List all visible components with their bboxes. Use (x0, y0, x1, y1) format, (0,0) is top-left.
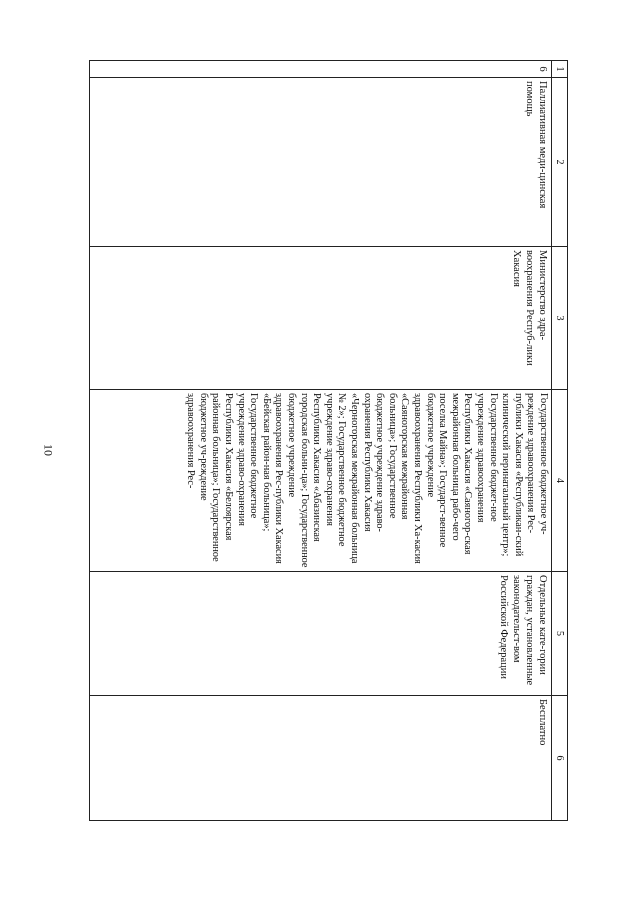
service-name: Паллиативная меди-цинская помощь (90, 78, 552, 247)
column-header: 6 (551, 696, 567, 821)
rotated-table-container (89, 60, 568, 820)
service-cost: Бесплатно (90, 696, 552, 821)
column-header: 4 (551, 390, 567, 572)
row-number: 6 (90, 61, 552, 78)
column-header: 3 (551, 247, 567, 390)
column-header: 2 (551, 78, 567, 247)
column-header: 1 (551, 61, 567, 78)
services-table (89, 60, 568, 821)
provider-organizations: Государственное бюджетное уч-реждение здравоохранения Рес-публики Хакасия «Республикан-ский клинический перинатальный центр»; Государственное бюджет-ное учреждение здравоохранения Республики Хакасия «Саяногор-ская межрайонная больница рабо-чего поселка Майна»; Государст-венное бюджетное учреждение здравоохранения Республики Ха-касия «Саяногорская межрайонная больница»; Государственное бюджетное учреждение здраво-охранения Республики Хакасия «Черногорская межрайонная больница № 2»; Государственное бюджетное учреждение здраво-охранения Республики Хакасия «Абазинская городская больни-ца»; Государственное бюджетное учреждение здравоохранения Рес-публики Хакасия «Бейская район-ная больница»; Государственное бюджетное учреждение здраво-охранения Республики Хакасия «Белоярская районная больница»; Государственное бюджетное уч-реждение здравоохранения Рес- (90, 390, 552, 572)
table-row (90, 61, 552, 821)
page-number: 10 (41, 444, 56, 456)
header-row (551, 61, 567, 821)
recipient-categories: Отдельные кате-гории граждан, установленные законодательст-вом Российской Федерации (90, 572, 552, 696)
responsible-authority: Министерство здра-воохранения Респуб-лики Хакасия (90, 247, 552, 390)
column-header: 5 (551, 572, 567, 696)
